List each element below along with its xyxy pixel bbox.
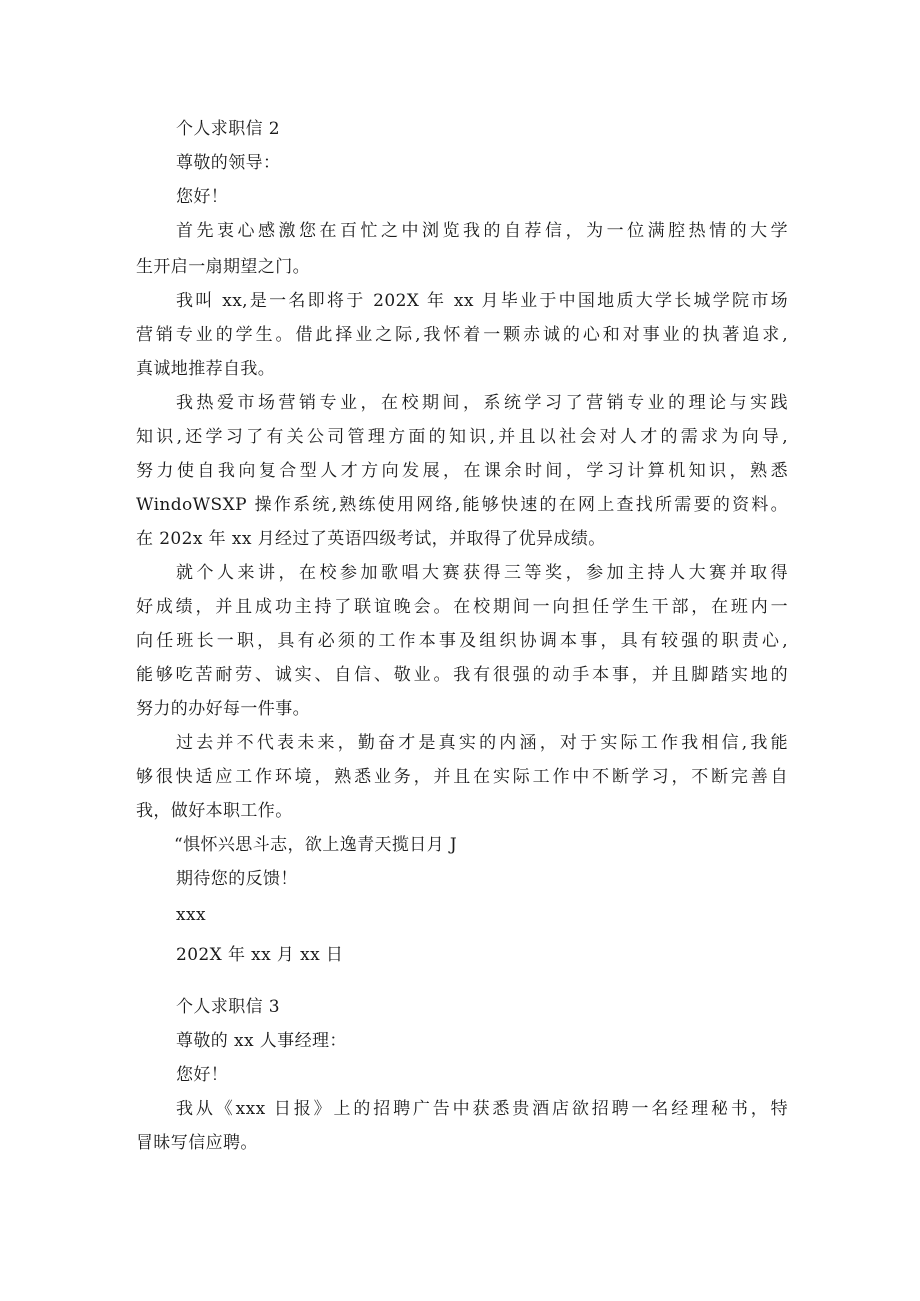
letter2-para1-line1: 首先衷心感激您在百忙之中浏览我的自荐信，为一位满腔热情的大学 (176, 221, 788, 241)
letter2-para2-line1: 我叫 xx,是一名即将于 202X 年 xx 月毕业于中国地质大学长城学院市场 (176, 291, 788, 311)
letter3-heading: 个人求职信 3 (176, 997, 281, 1017)
letter2-para5-line2: 够很快适应工作环境，熟悉业务，并且在实际工作中不断学习，不断完善自 (136, 767, 788, 787)
letter2-para4-line5: 努力的办好每一件事。 (136, 699, 310, 719)
letter2-para3-line5: 在 202x 年 xx 月经过了英语四级考试，并取得了优异成绩。 (136, 529, 606, 549)
letter2-greeting: 您好！ (176, 187, 229, 207)
letter2-para4-line1: 就个人来讲，在校参加歌唱大赛获得三等奖，参加主持人大赛并取得 (176, 563, 788, 583)
letter3-greeting: 您好！ (176, 1065, 229, 1085)
letter2-para3-line2: 知识,还学习了有关公司管理方面的知识,并且以社会对人才的需求为向导, (136, 427, 788, 447)
letter2-para4-line2: 好成绩，并且成功主持了联谊晚会。在校期间一向担任学生干部，在班内一 (136, 597, 788, 617)
letter2-salutation: 尊敬的领导： (176, 153, 281, 173)
letter3-salutation: 尊敬的 xx 人事经理： (176, 1031, 347, 1051)
letter2-para5-line3: 我，做好本职工作。 (136, 801, 293, 821)
letter2-para5-line1: 过去并不代表未来，勤奋才是真实的内涵，对于实际工作我相信,我能 (176, 733, 788, 753)
letter2-para4-line3: 向任班长一职，具有必须的工作本事及组织协调本事，具有较强的职责心, (136, 631, 788, 651)
letter2-para2-line2: 营销专业的学生。借此择业之际,我怀着一颗赤诚的心和对事业的执著追求, (136, 325, 788, 345)
letter2-quote: “惧怀兴思斗志，欲上逸青天揽日月 J (174, 835, 458, 855)
letter2-date: 202X 年 xx 月 xx 日 (176, 945, 344, 965)
letter3-para1-line2: 冒昧写信应聘。 (136, 1133, 258, 1153)
letter2-para1-line2: 生开启一扇期望之门。 (136, 257, 310, 277)
letter2-para3-line4: WindoWSXP 操作系统,熟练使用网络,能够快速的在网上查找所需要的资料。 (136, 495, 788, 515)
letter2-heading: 个人求职信 2 (176, 119, 281, 139)
letter2-closing: 期待您的反馈！ (176, 869, 298, 889)
letter3-para1-line1: 我从《xxx 日报》上的招聘广告中获悉贵酒店欲招聘一名经理秘书，特 (176, 1099, 788, 1119)
letter2-signature: xxx (176, 905, 206, 925)
letter2-para4-line4: 能够吃苦耐劳、诚实、自信、敬业。我有很强的动手本事，并且脚踏实地的 (136, 665, 788, 685)
letter2-para2-line3: 真诚地推荐自我。 (136, 359, 276, 379)
letter2-para3-line1: 我热爱市场营销专业，在校期间，系统学习了营销专业的理论与实践 (176, 393, 788, 413)
letter2-para3-line3: 努力使自我向复合型人才方向发展，在课余时间，学习计算机知识，熟悉 (136, 461, 788, 481)
